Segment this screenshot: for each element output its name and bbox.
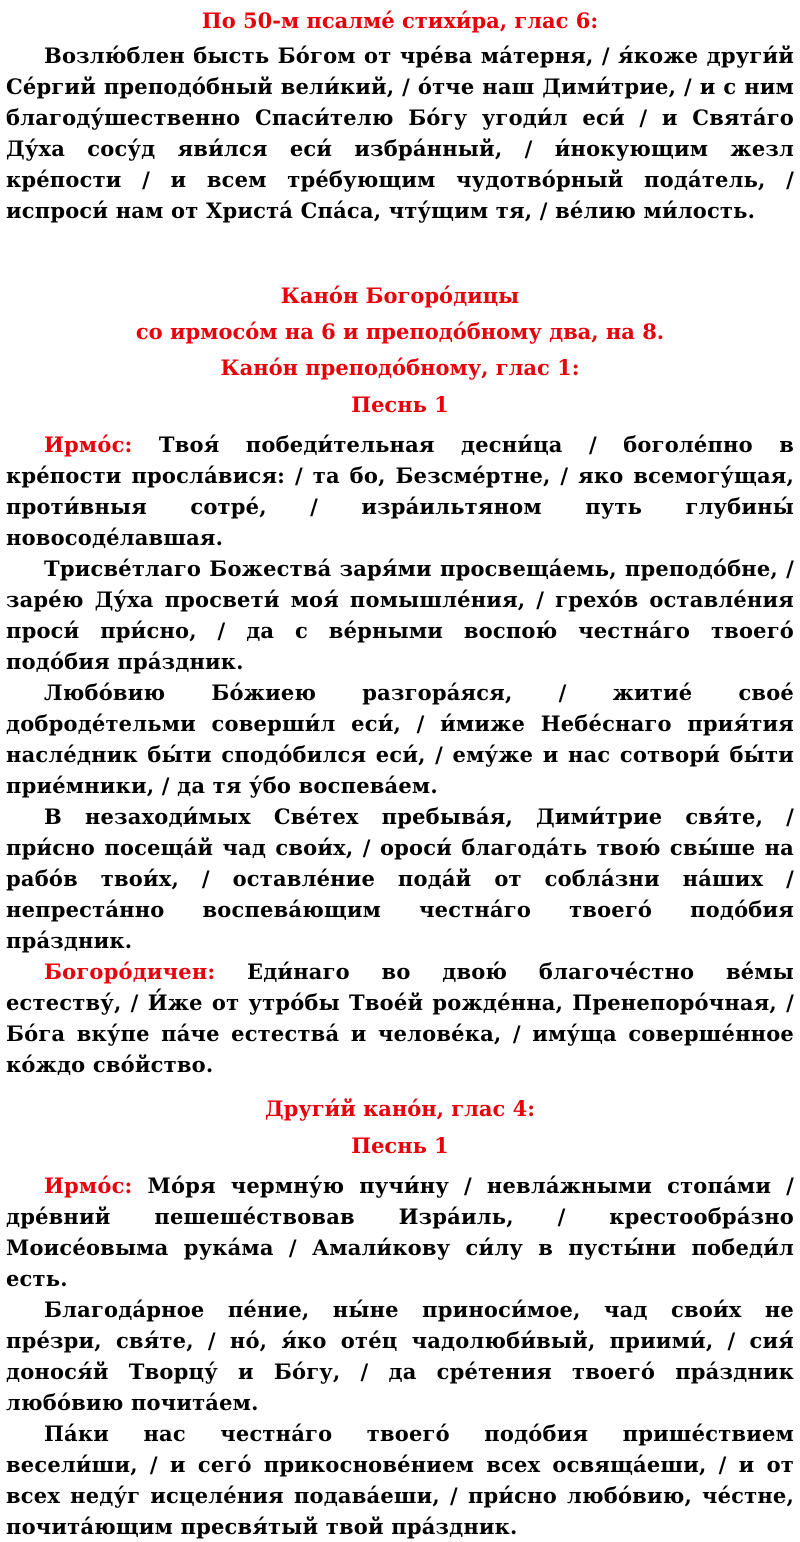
irmos-text: Мо́ря чермну́ю пучи́ну / невла́жными стопа́ми / дре́вний пешеше́ствовав Изра́иль, / крестообра́зно Моисе́овыма рука́ма / Амали́кову си́лу в пусты́ни победи́л есть. bbox=[6, 1173, 794, 1291]
irmos-2 bbox=[6, 1170, 794, 1294]
irmos-text: Твоя́ победи́тельная десни́ца / боголе́пно в кре́пости просла́вися: / та бо, Безсме́ртне, / яко всемогу́щая, проти́вныя сотре́, / изра́ильтяном путь глубины́ новосоде́лавшая. bbox=[6, 432, 794, 550]
canon-theotokos-heading: Кано́н Богоро́дицы bbox=[280, 283, 520, 308]
canon-2-heading: Други́й кано́н, глас 4: bbox=[264, 1096, 536, 1121]
troparion: В незаходи́мых Све́тех пребыва́я, Дими́трие свя́те, / при́сно посеща́й чад свои́х, / ороси́ благода́ть твою́ свы́ше на рабо́в твои́х, / оставле́ние пода́й от собла́зни на́ших / непреста́нно воспева́ющим честна́го твоего́ подо́бия пра́здник. bbox=[6, 804, 794, 953]
ode-1-heading: Песнь 1 bbox=[351, 392, 449, 417]
spacer bbox=[6, 226, 794, 278]
irmos-1 bbox=[6, 429, 794, 553]
troparion: Трисве́тлаго Божества́ заря́ми просвеща́емь, преподо́бне, / заре́ю Ду́ха просвети́ моя́ помышле́ния, / грехо́в оставле́ния проси́ при́сно, / да с ве́рными воспою́ честна́го твоего́ подо́бия пра́здник. bbox=[6, 556, 794, 674]
theotokion-label: Богоро́дичен: bbox=[44, 959, 216, 984]
theotokion bbox=[6, 956, 794, 1080]
spacer bbox=[6, 1080, 794, 1090]
irmos-label: Ирмо́с: bbox=[44, 432, 133, 457]
stichera-text: Возлю́блен бысть Бо́гом от чре́ва ма́терня, / я́коже други́й Се́ргий преподо́бный вели́кий, / о́тче наш Дими́трие, / и с ним благоду́шественно Спаси́телю Бо́гу угоди́л еси́ / и Свята́го Ду́ха сосу́д яви́лся еси́ избра́нный, / и́нокующим жезл кре́пости / и всем тре́бующим чудотво́рный пода́тель, / испроси́ нам от Христа́ Спа́са, чту́щим тя, / ве́лию ми́лость. bbox=[6, 43, 794, 223]
troparion: Благода́рное пе́ние, ны́не приноси́мое, чад свои́х не пре́зри, свя́те, / но́, я́ко оте́ц чадолюби́вый, приими́, / сия́ донося́й Творцу́ и Бо́гу, / да сре́тения твоего́ пра́здник любо́вию почита́ем. bbox=[6, 1297, 794, 1415]
canon-irmos-note: со ирмосо́м на 6 и преподо́бному два, на 8. bbox=[135, 319, 665, 344]
troparion: Па́ки нас честна́го твоего́ подо́бия прише́ствием весели́ши, / и сего́ прикоснове́нием всех освяща́еши, / и от всех неду́г исцеле́ния подава́еши, / при́сно любо́вию, че́стне, почита́ющим пресвя́тый твой пра́здник. bbox=[6, 1421, 794, 1539]
theotokion-text: Еди́наго во двою́ благоче́стно ве́мы естеству́, / И́же от утро́бы Твое́й рожде́нна, Пренепоро́чная, / Бо́га вку́пе па́че естества́ и челове́ка, / иму́ща соверше́нное ко́ждо сво́йство. bbox=[6, 959, 794, 1077]
canon-saint-heading: Кано́н преподо́бному, глас 1: bbox=[220, 355, 580, 380]
irmos-label: Ирмо́с: bbox=[44, 1173, 133, 1198]
canon-2-ode-heading: Песнь 1 bbox=[351, 1133, 449, 1158]
stichera-heading: По 50-м псалме́ стихи́ра, глас 6: bbox=[201, 8, 599, 33]
troparion: Любо́вию Бо́жиею разгора́яся, / житие́ свое́ доброде́тельми соверши́л еси́, / и́миже Небе́снаго прия́тия насле́дник бы́ти сподо́бился еси́, / ему́же и нас сотвори́ бы́ти прие́мники, / да тя у́бо воспева́ем. bbox=[6, 680, 794, 798]
